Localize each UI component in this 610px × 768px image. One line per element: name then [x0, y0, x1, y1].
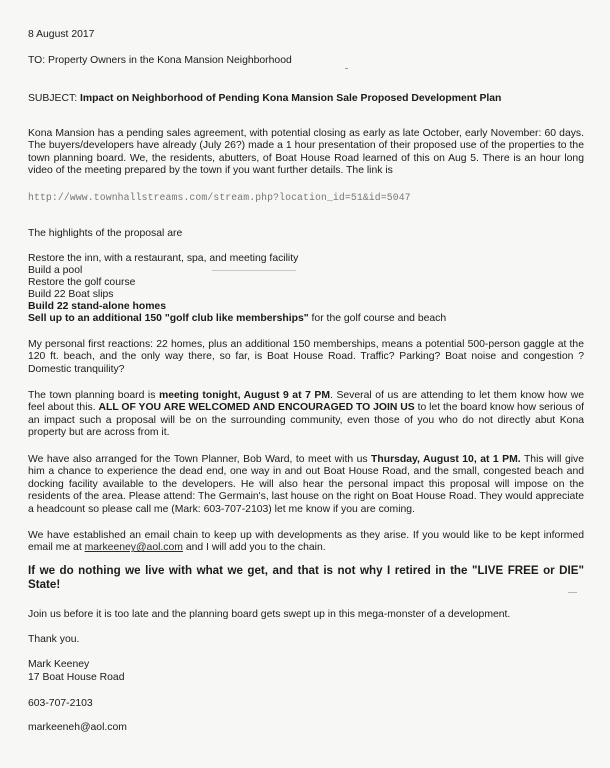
subject-line	[28, 93, 501, 105]
thanks-line: Thank you.	[28, 634, 80, 645]
subject-title: Impact on Neighborhood of Pending Kona Mansion Sale Proposed Development Plan	[79, 93, 502, 104]
highlight-item-bold: Build 22 stand-alone homes	[28, 301, 166, 312]
memberships-rest: for the golf course and beach	[308, 313, 447, 324]
subject-prefix: SUBJECT:	[28, 93, 80, 104]
highlight-item: Build a pool	[28, 265, 83, 276]
highlights-heading: The highlights of the proposal are	[28, 228, 183, 239]
join-us-line: Join us before it is too late and the planning board gets swept up in this mega-monster of a development.	[28, 609, 511, 620]
signature-name: Mark Keeney	[28, 659, 90, 670]
live-free-statement: If we do nothing we live with what we get, and that is not why I retired in the "LIVE FREE or DIE" State!	[28, 564, 584, 591]
planner-text: We have also arranged for the Town Planner, Bob Ward, to meet with us	[28, 454, 372, 465]
reactions-paragraph: My personal first reactions: 22 homes, plus an additional 150 memberships, means a potential 500-person gaggle at the 120 ft. beach, and the only way there, so far, is Boat House Road. Traffic? Parking? Boat noise and congestion ? Domestic tranquility?	[28, 339, 584, 375]
highlight-item	[28, 301, 166, 313]
meeting-text: to let the board know how serious of an impact such a proposal will be on the surrounding community, even those of you who do not directly abut Kona property but are across from it.	[28, 402, 584, 439]
planner-time: Thursday, August 10, at 1 PM.	[371, 454, 521, 465]
scan-streak	[212, 270, 296, 271]
email-link[interactable]: markeeney@aol.com	[84, 542, 183, 554]
intro-paragraph: Kona Mansion has a pending sales agreement, with potential closing as early as late October, early November: 60 days. The buyers/developers have already (July 26?) made a 1 hour presentation of their proposed use of the properties to the town planning board. We, the residents, abutters, of Boat House Road learned of this on Aug 5. There is an hour long video of the meeting prepared by the town if you want further details. The link is	[28, 128, 584, 177]
planner-text: This will give him a chance to experience the dead end, one way in and out Boat House Road, and the small, congested beach and docking facility available to the developers. He will also hear the personal impact this proposal will impose on the residents of the area. Please attend: The Germain's, last house on the right on Boat House Road. They would appreciate a headcount so please call me (Mark: 603-707-2103) let me know if you are coming.	[28, 454, 585, 515]
meeting-text: . Several of us are attending to let them know how we feel about this.	[28, 390, 584, 414]
signature-phone: 603-707-2103	[28, 698, 93, 709]
email-chain-paragraph	[28, 530, 584, 555]
meeting-text: The town planning board is	[28, 390, 159, 401]
email-chain-text: We have established an email chain to keep up with developments as they arise. If you would like to be kept informed email me at	[28, 530, 584, 554]
planner-paragraph	[28, 454, 584, 516]
memberships-bold: Sell up to an additional 150 "golf club like memberships"	[28, 313, 309, 324]
memberships-item	[28, 313, 446, 325]
scan-speck	[345, 68, 348, 69]
highlight-item: Build 22 Boat slips	[28, 289, 114, 300]
meeting-paragraph	[28, 390, 584, 440]
scan-speck	[568, 592, 577, 593]
video-link[interactable]: http://www.townhallstreams.com/stream.php?location_id=51&id=5047	[28, 192, 411, 203]
meeting-time: meeting tonight, August 9 at 7 PM	[159, 390, 331, 401]
signature-address: 17 Boat House Road	[28, 672, 125, 683]
recipient-line: TO: Property Owners in the Kona Mansion Neighborhood	[28, 55, 292, 66]
meeting-invite: ALL OF YOU ARE WELCOMED AND ENCOURAGED TO JOIN US	[98, 402, 415, 414]
signature-email: markeeneh@aol.com	[28, 722, 127, 733]
highlight-item: Restore the inn, with a restaurant, spa, and meeting facility	[28, 253, 299, 264]
letter-date: 8 August 2017	[28, 29, 95, 40]
highlight-item: Restore the golf course	[28, 277, 136, 288]
email-chain-text: and I will add you to the chain.	[182, 542, 326, 554]
